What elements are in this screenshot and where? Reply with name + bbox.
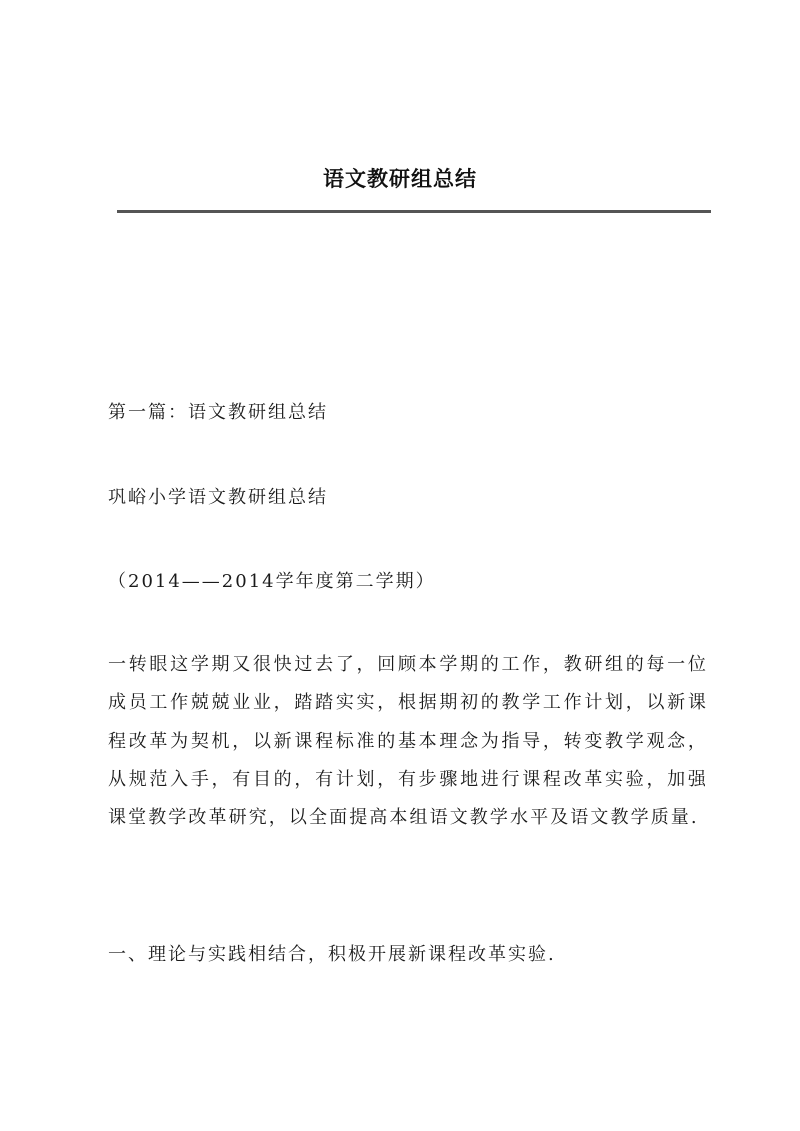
term-period: （2014——2014学年度第二学期） <box>108 571 436 592</box>
part-heading: 第一篇：语文教研组总结 <box>108 402 328 423</box>
section-one-heading: 一、理论与实践相结合，积极开展新课程改革实验. <box>108 944 556 965</box>
intro-paragraph: 一转眼这学期又很快过去了，回顾本学期的工作，教研组的每一位成员工作兢兢业业，踏踏实实，根据期初的教学工作计划，以新课程改革为契机，以新课程标准的基本理念为指导，转变教学观念，从规范入手，有目的，有计划，有步骤地进行课程改革实验，加强课堂教学改革研究，以全面提高本组语文教学水平及语文教学质量. <box>108 654 708 829</box>
title-divider <box>117 210 711 213</box>
page-title: 语文教研组总结 <box>323 166 477 191</box>
school-title: 巩峪小学语文教研组总结 <box>108 487 328 508</box>
